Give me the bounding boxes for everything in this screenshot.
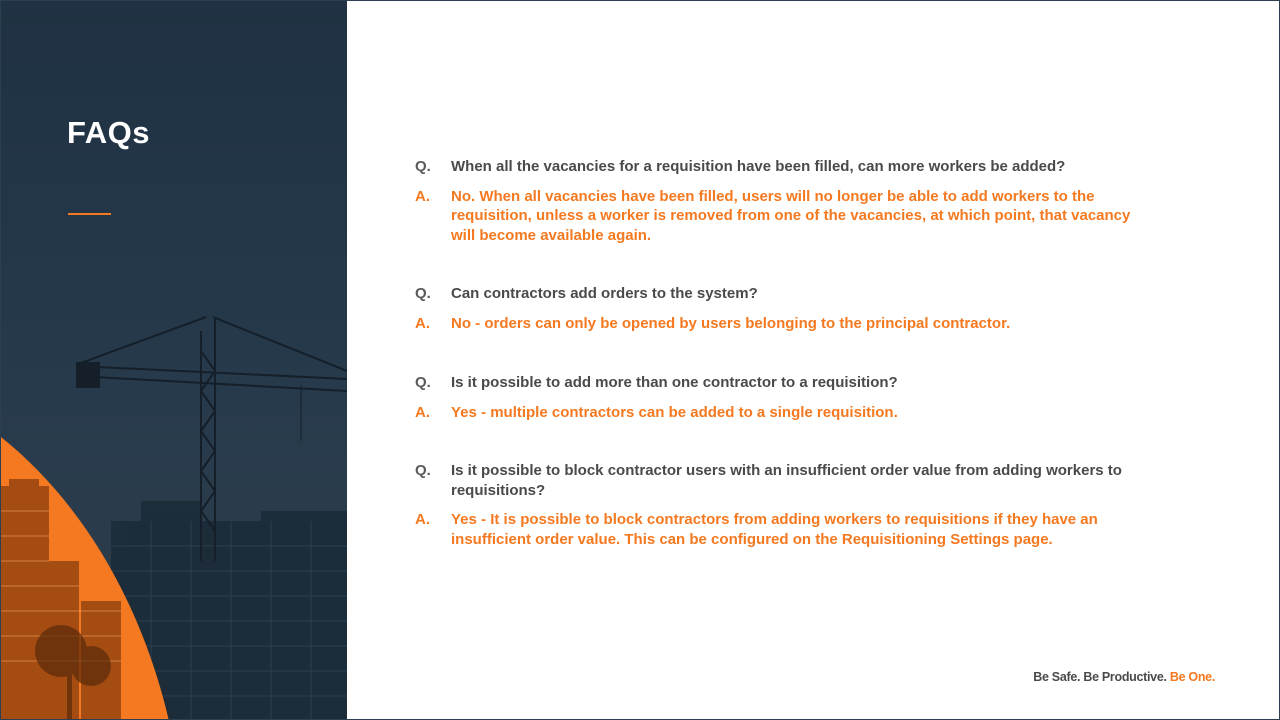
- faq-answer: [415, 403, 1145, 423]
- question-marker: Q.: [415, 462, 431, 479]
- question-marker: Q.: [415, 285, 431, 302]
- construction-site-image: [1, 1, 347, 720]
- answer-text: Yes - It is possible to block contractors from adding workers to requisitions if they have an insufficient order value. This can be configured on the Requisitioning Settings page.: [451, 511, 1098, 548]
- faq-item: [415, 157, 1145, 245]
- faq-item: [415, 461, 1145, 549]
- tagline-accent: Be One.: [1169, 670, 1215, 684]
- answer-text: Yes - multiple contractors can be added to a single requisition.: [451, 403, 898, 421]
- faq-answer: [415, 314, 1145, 334]
- answer-text: No. When all vacancies have been filled, users will no longer be able to add workers to the requisition, unless a worker is removed from one of the vacancies, at which point, that vacancy will become available again.: [451, 187, 1131, 244]
- faq-item: [415, 284, 1145, 333]
- faq-answer: [415, 187, 1145, 246]
- answer-marker: A.: [415, 314, 430, 332]
- answer-marker: A.: [415, 187, 430, 205]
- faq-question: [415, 461, 1145, 500]
- faq-list: [415, 157, 1145, 588]
- brand-tagline: [1033, 670, 1215, 684]
- title-divider: [68, 213, 111, 215]
- answer-marker: A.: [415, 511, 430, 528]
- question-text: Can contractors add orders to the system?: [451, 285, 758, 302]
- question-marker: Q.: [415, 158, 431, 175]
- question-text: When all the vacancies for a requisition have been filled, can more workers be added?: [451, 158, 1066, 175]
- page-title: FAQs: [67, 115, 150, 150]
- question-text: Is it possible to add more than one contractor to a requisition?: [451, 374, 898, 391]
- faq-question: [415, 284, 1145, 304]
- tagline-main: Be Safe. Be Productive.: [1033, 670, 1167, 684]
- question-text: Is it possible to block contractor users with an insufficient order value from adding workers to requisitions?: [451, 462, 1122, 499]
- answer-marker: A.: [415, 403, 430, 421]
- hero-panel: [1, 1, 347, 720]
- faq-answer: [415, 510, 1145, 549]
- faq-question: [415, 373, 1145, 393]
- answer-text: No - orders can only be opened by users belonging to the principal contractor.: [451, 314, 1011, 332]
- faq-question: [415, 157, 1145, 177]
- faq-item: [415, 373, 1145, 422]
- question-marker: Q.: [415, 374, 431, 391]
